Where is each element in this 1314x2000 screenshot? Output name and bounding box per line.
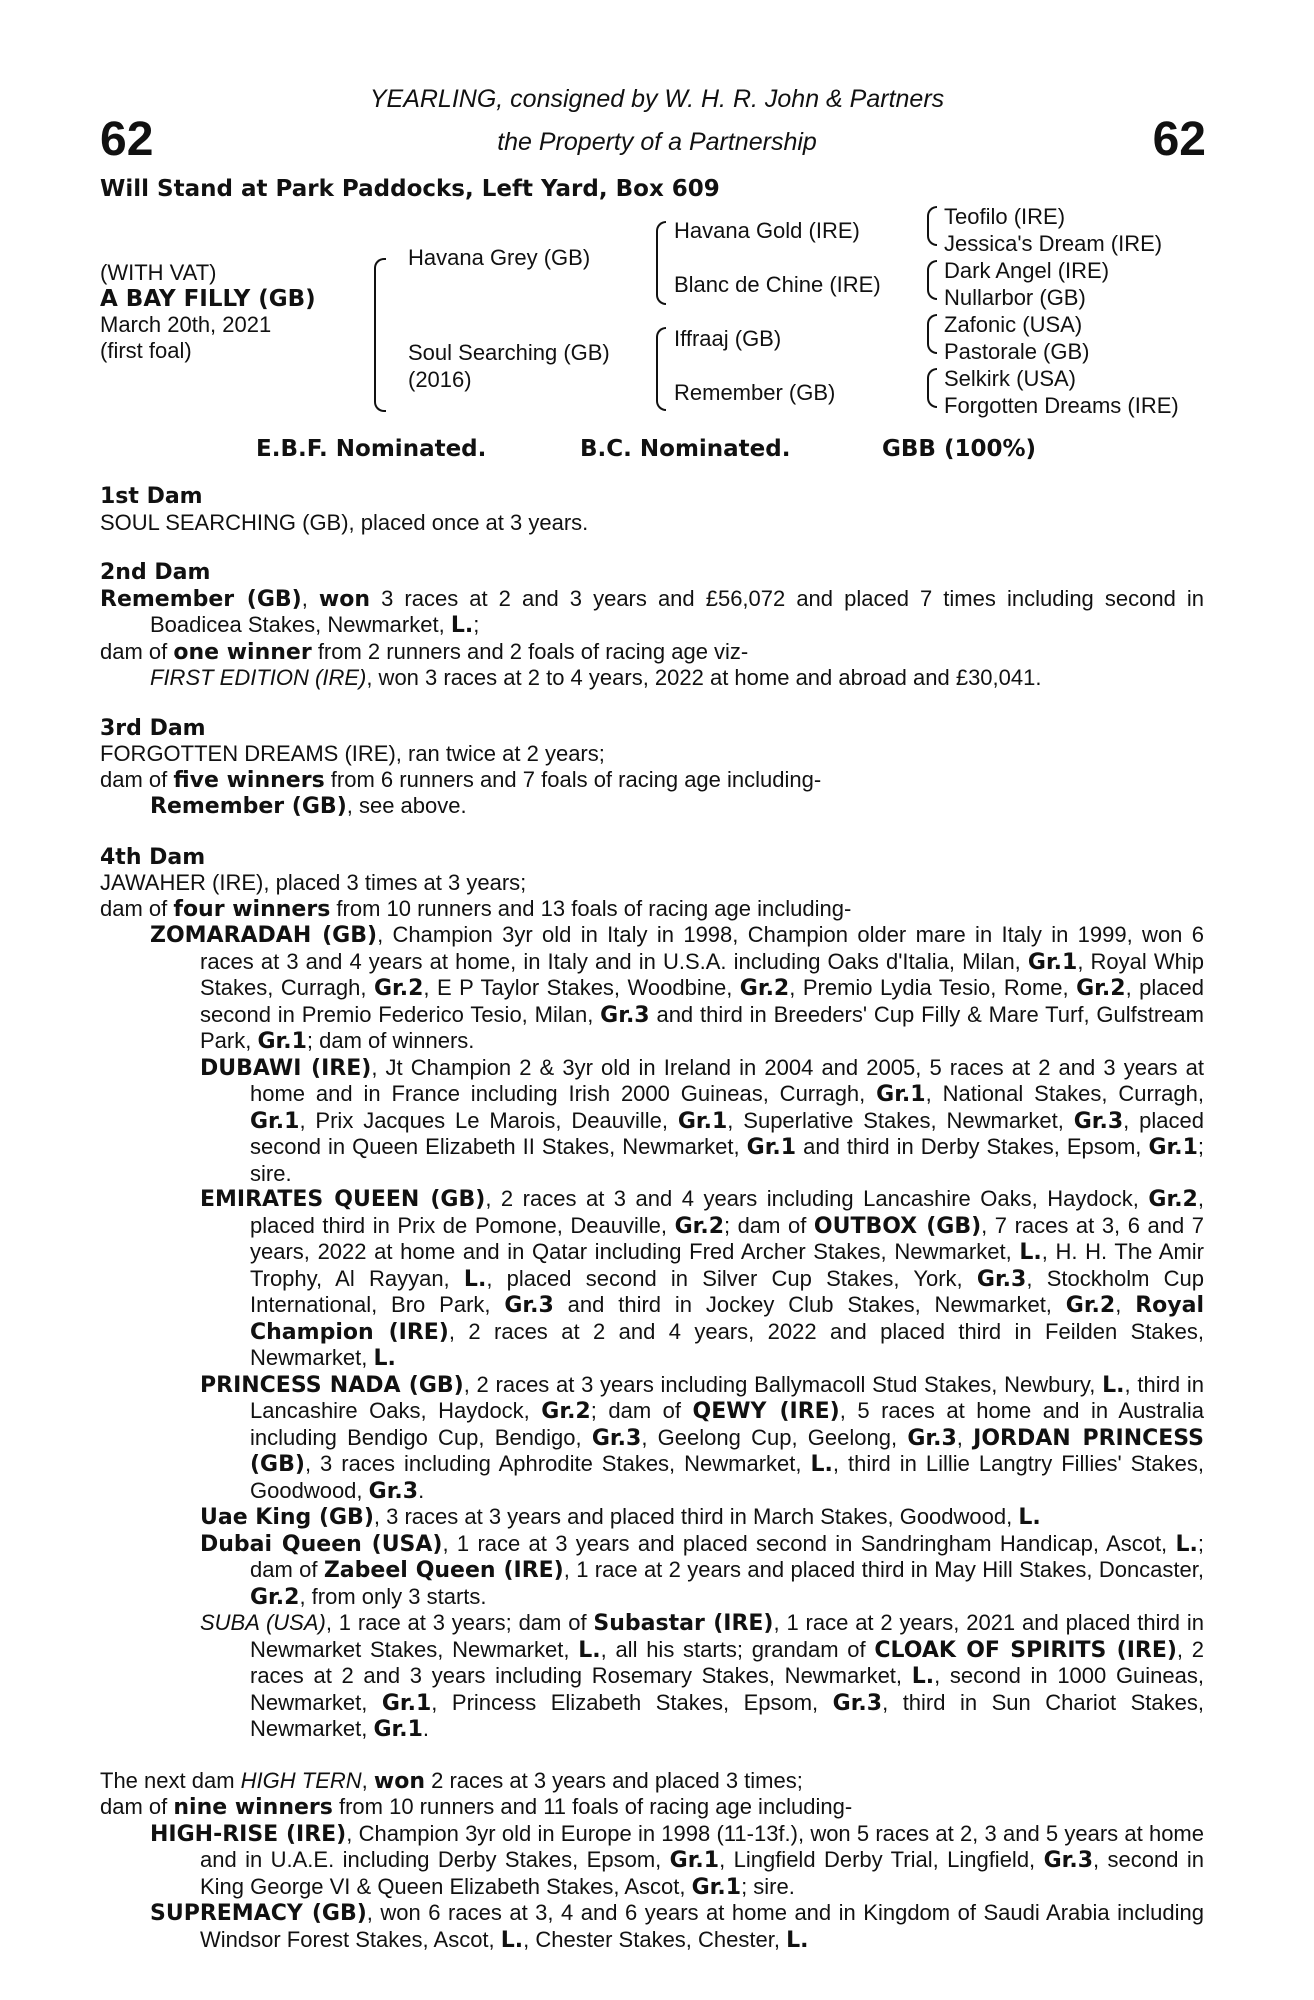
next-dam-record: The next dam HIGH TERN, won 2 races at 3 years and placed 3 times; <box>100 1767 803 1794</box>
grandsire-maternal: Iffraaj (GB) <box>674 326 782 351</box>
foal-dubai-queen: Dubai Queen (USA), 1 race at 3 years and placed second in Sandringham Handicap, Ascot, L.; dam of Zabeel Queen (IRE), 1 race at 2 years and placed third in May Hill Stakes, Doncaster, Gr.2, from only 3 starts. <box>200 1530 1204 1610</box>
pedigree-brace-g1 <box>927 206 937 246</box>
foal-dubawi: DUBAWI (IRE), Jt Champion 2 & 3yr old in Ireland in 2004 and 2005, 5 races at 2 and 3 years at home and in France including Irish 2000 Guineas, Curragh, Gr.1, National Stakes, Curragh, Gr.1, Prix Jacques Le Marois, Deauville, Gr.1, Superlative Stakes, Newmarket, Gr.3, placed second in Queen Elizabeth II Stakes, Newmarket, Gr.1 and third in Derby Stakes, Epsom, Gr.1; sire. <box>200 1054 1205 1186</box>
gen4-7: Selkirk (USA) <box>944 366 1077 391</box>
granddam-paternal: Blanc de Chine (IRE) <box>674 272 881 297</box>
sire-name: Havana Grey (GB) <box>408 245 591 270</box>
horse-name: A BAY FILLY (GB) <box>100 286 316 312</box>
foal-supremacy: SUPREMACY (GB), won 6 races at 3, 4 and 6 years at home and in Kingdom of Saudi Arabia including Windsor Forest Stakes, Ascot, L., Chester Stakes, Chester, L. <box>150 1900 1204 1953</box>
pedigree-brace-g2 <box>927 260 937 300</box>
second-dam-foal-1: FIRST EDITION (IRE), won 3 races at 2 to 4 years, 2022 at home and abroad and £30,041. <box>150 665 1042 690</box>
fourth-dam-record: JAWAHER (IRE), placed 3 times at 3 years; <box>100 870 527 895</box>
gen4-5: Zafonic (USA) <box>944 312 1083 337</box>
property-line: the Property of a Partnership <box>497 128 817 156</box>
dam-year: (2016) <box>408 367 472 392</box>
ebf-nomination: E.B.F. Nominated. <box>256 436 487 462</box>
pedigree-brace-g3 <box>927 314 937 354</box>
first-dam-heading: 1st Dam <box>100 484 203 509</box>
granddam-maternal: Remember (GB) <box>674 380 836 405</box>
second-dam-record: Remember (GB), won 3 races at 2 and 3 years and £56,072 and placed 7 times including second in Boadicea Stakes, Newmarket, L.; <box>100 585 1204 638</box>
pedigree-brace-dam <box>656 327 666 411</box>
pedigree-brace-main <box>374 258 386 412</box>
lot-number-right: 62 <box>1152 113 1206 166</box>
pedigree-brace-g4 <box>927 368 937 408</box>
foal-high-rise: HIGH-RISE (IRE), Champion 3yr old in Europe in 1998 (11-13f.), won 5 races at 2, 3 and 5 years at home and in U.A.E. including Derby Stakes, Epsom, Gr.1, Lingfield Derby Trial, Lingfield, Gr.3, second in King George VI & Queen Elizabeth Stakes, Ascot, Gr.1; sire. <box>150 1820 1204 1900</box>
fourth-dam-heading: 4th Dam <box>100 844 206 870</box>
foaling-date: March 20th, 2021 <box>100 312 272 337</box>
gen4-2: Jessica's Dream (IRE) <box>944 231 1163 256</box>
dam-section <box>100 484 1204 1953</box>
lot-number-left: 62 <box>100 113 154 166</box>
gen4-3: Dark Angel (IRE) <box>944 258 1110 283</box>
gen4-6: Pastorale (GB) <box>944 339 1090 364</box>
second-dam-heading: 2nd Dam <box>100 560 211 585</box>
third-dam-produce: dam of five winners from 6 runners and 7 foals of racing age including- <box>100 766 822 793</box>
third-dam-foal-1: Remember (GB), see above. <box>150 793 467 819</box>
stand-location: Will Stand at Park Paddocks, Left Yard, Box 609 <box>100 176 720 202</box>
foal-zomaradah: ZOMARADAH (GB), Champion 3yr old in Italy in 1998, Champion older mare in Italy in 1999, won 6 races at 3 and 4 years at home, in Italy and in U.S.A. including Oaks d'Italia, Milan, Gr.1, Royal Whip Stakes, Curragh, Gr.2, E P Taylor Stakes, Woodbine, Gr.2, Premio Lydia Tesio, Rome, Gr.2, placed second in Premio Federico Tesio, Milan, Gr.3 and third in Breeders' Cup Filly & Mare Turf, Gulfstream Park, Gr.1; dam of winners. <box>150 922 1204 1054</box>
grandsire-paternal: Havana Gold (IRE) <box>674 218 860 243</box>
vat-note: (WITH VAT) <box>100 260 217 285</box>
third-dam-heading: 3rd Dam <box>100 715 206 741</box>
next-dam-produce: dam of nine winners from 10 runners and 11 foals of racing age including- <box>100 1794 853 1820</box>
fourth-dam-produce: dam of four winners from 10 runners and 13 foals of racing age including- <box>100 895 852 922</box>
gen4-8: Forgotten Dreams (IRE) <box>944 393 1179 418</box>
first-dam-text: SOUL SEARCHING (GB), placed once at 3 years. <box>100 509 589 535</box>
bc-nomination: B.C. Nominated. <box>580 436 791 462</box>
foal-emirates-queen: EMIRATES QUEEN (GB), 2 races at 3 and 4 years including Lancashire Oaks, Haydock, Gr.2, placed third in Prix de Pomone, Deauville, Gr.2; dam of OUTBOX (GB), 7 races at 3, 6 and 7 years, 2022 at home and in Qatar including Fred Archer Stakes, Newmarket, L., H. H. The Amir Trophy, Al Rayyan, L., placed second in Silver Cup Stakes, York, Gr.3, Stockholm Cup International, Bro Park, Gr.3 and third in Jockey Club Stakes, Newmarket, Gr.2, Royal Champion (IRE), 2 races at 2 and 4 years, 2022 and placed third in Feilden Stakes, Newmarket, L. <box>200 1186 1205 1371</box>
gen4-4: Nullarbor (GB) <box>944 285 1086 310</box>
gen4-1: Teofilo (IRE) <box>944 204 1066 229</box>
second-dam-produce: dam of one winner from 2 runners and 2 foals of racing age viz- <box>100 638 749 665</box>
pedigree-brace-sire <box>656 221 666 305</box>
foal-note: (first foal) <box>100 338 192 363</box>
dam-name: Soul Searching (GB) <box>408 340 610 365</box>
foal-princess-nada: PRINCESS NADA (GB), 2 races at 3 years including Ballymacoll Stud Stakes, Newbury, L., third in Lancashire Oaks, Haydock, Gr.2; dam of QEWY (IRE), 5 races at home and in Australia including Bendigo Cup, Bendigo, Gr.3, Geelong Cup, Geelong, Gr.3, JORDAN PRINCESS (GB), 3 races including Aphrodite Stakes, Newmarket, L., third in Lillie Langtry Fillies' Stakes, Goodwood, Gr.3. <box>200 1371 1204 1504</box>
third-dam-record: FORGOTTEN DREAMS (IRE), ran twice at 2 years; <box>100 741 605 766</box>
foal-suba: SUBA (USA), 1 race at 3 years; dam of Subastar (IRE), 1 race at 2 years, 2021 and placed third in Newmarket Stakes, Newmarket, L., all his starts; grandam of CLOAK OF SPIRITS (IRE), 2 races at 2 and 3 years including Rosemary Stakes, Newmarket, L., second in 1000 Guineas, Newmarket, Gr.1, Princess Elizabeth Stakes, Epsom, Gr.3, third in Sun Chariot Stakes, Newmarket, Gr.1. <box>200 1610 1205 1742</box>
consignor-line: YEARLING, consigned by W. H. R. John & Partners <box>369 85 945 113</box>
gbb-nomination: GBB (100%) <box>882 436 1037 462</box>
foal-uae-king: Uae King (GB), 3 races at 3 years and placed third in March Stakes, Goodwood, L. <box>200 1504 1041 1530</box>
